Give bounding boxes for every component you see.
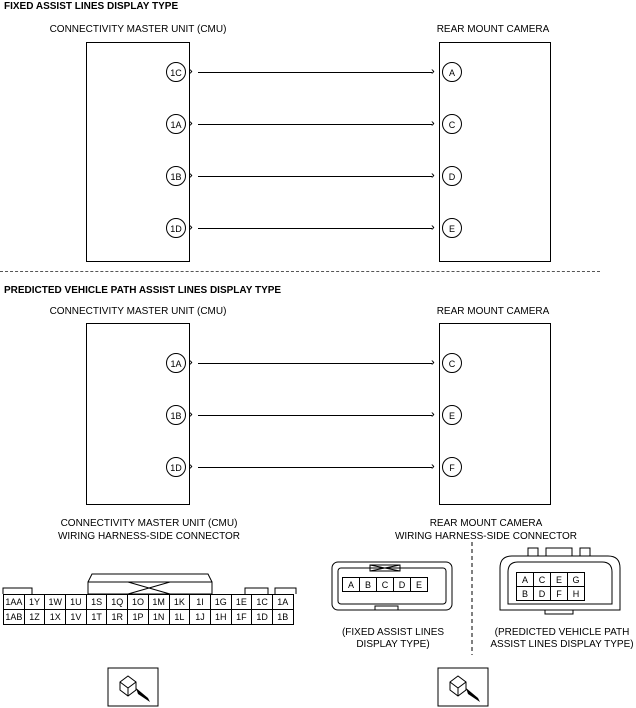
cmu-terminal: 1W	[45, 595, 66, 610]
fixed-caption-2: DISPLAY TYPE)	[356, 639, 430, 650]
connector-chevron-icon: ››	[189, 409, 190, 420]
connector-chevron-icon: ››	[189, 66, 190, 77]
connector-view-icon-right	[438, 668, 488, 706]
camera-terminal: B	[360, 578, 377, 592]
camera-pin: C	[442, 353, 462, 373]
cmu-terminal: 1AA	[4, 595, 25, 610]
cmu-terminal: 1P	[128, 610, 149, 625]
camera-terminal: A	[343, 578, 360, 592]
cmu-pin: 1A	[166, 114, 186, 134]
connector-chevron-icon: ››	[189, 357, 190, 368]
connector-chevron-icon: ››	[431, 357, 432, 368]
cmu-terminal: 1S	[86, 595, 107, 610]
cmu-terminal: 1Z	[24, 610, 45, 625]
camera-pin: D	[442, 166, 462, 186]
cmu-terminal: 1I	[190, 595, 211, 610]
cmu-terminal: 1A	[272, 595, 293, 610]
section1-cmu-label: CONNECTIVITY MASTER UNIT (CMU)	[49, 24, 227, 35]
cmu-terminal: 1H	[210, 610, 231, 625]
camera-connector-title-2: WIRING HARNESS-SIDE CONNECTOR	[394, 531, 578, 542]
section2-cmu-label: CONNECTIVITY MASTER UNIT (CMU)	[49, 306, 227, 317]
cmu-terminal: 1U	[66, 595, 87, 610]
cmu-terminal: 1O	[128, 595, 149, 610]
cmu-terminal: 1D	[252, 610, 273, 625]
camera-terminal: E	[411, 578, 428, 592]
cmu-terminal: 1M	[148, 595, 169, 610]
section1-camera-label: REAR MOUNT CAMERA	[436, 24, 550, 35]
section2-camera-label: REAR MOUNT CAMERA	[436, 306, 550, 317]
connector-view-icon-left	[108, 668, 158, 706]
camera-pin: F	[442, 457, 462, 477]
fixed-camera-pins	[342, 577, 428, 592]
cmu-terminal: 1G	[210, 595, 231, 610]
cmu-terminal: 1AB	[4, 610, 25, 625]
cmu-pin: 1B	[166, 405, 186, 425]
predicted-caption-1: (PREDICTED VEHICLE PATH	[494, 627, 630, 638]
cmu-terminal: 1J	[190, 610, 211, 625]
connector-chevron-icon: ››	[189, 222, 190, 233]
cmu-terminal: 1L	[169, 610, 190, 625]
camera-terminal: H	[568, 587, 585, 601]
section2-title: PREDICTED VEHICLE PATH ASSIST LINES DISPLAY TYPE	[4, 285, 282, 296]
connector-chevron-icon: ››	[431, 409, 432, 420]
cmu-terminal: 1B	[272, 610, 293, 625]
camera-terminal: E	[551, 573, 568, 587]
camera-terminal: D	[534, 587, 551, 601]
camera-terminal: G	[568, 573, 585, 587]
camera-terminal: B	[517, 587, 534, 601]
camera-pin: E	[442, 405, 462, 425]
cmu-terminal: 1F	[231, 610, 252, 625]
camera-terminal: C	[534, 573, 551, 587]
predicted-caption-2: ASSIST LINES DISPLAY TYPE)	[490, 639, 634, 650]
cmu-connector-title-2: WIRING HARNESS-SIDE CONNECTOR	[57, 531, 241, 542]
camera-pin: A	[442, 62, 462, 82]
cmu-pin: 1D	[166, 218, 186, 238]
connector-chevron-icon: ››	[431, 461, 432, 472]
connector-chevron-icon: ››	[431, 222, 432, 233]
connector-chevron-icon: ››	[431, 118, 432, 129]
camera-terminal: A	[517, 573, 534, 587]
cmu-terminal: 1V	[66, 610, 87, 625]
cmu-terminal: 1C	[252, 595, 273, 610]
camera-terminal: F	[551, 587, 568, 601]
connector-chevron-icon: ››	[431, 66, 432, 77]
connector-chevron-icon: ››	[189, 461, 190, 472]
connector-chevron-icon: ››	[189, 170, 190, 181]
camera-connector-title-1: REAR MOUNT CAMERA	[429, 518, 543, 529]
cmu-terminal: 1K	[169, 595, 190, 610]
cmu-connector-title-1: CONNECTIVITY MASTER UNIT (CMU)	[60, 518, 238, 529]
cmu-pin: 1D	[166, 457, 186, 477]
cmu-connector-row-2	[4, 610, 294, 625]
predicted-camera-pins	[516, 572, 585, 601]
cmu-pin: 1B	[166, 166, 186, 186]
cmu-terminal: 1N	[148, 610, 169, 625]
cmu-connector-row-1	[4, 595, 294, 610]
cmu-terminal: 1X	[45, 610, 66, 625]
cmu-terminal: 1E	[231, 595, 252, 610]
cmu-terminal: 1Y	[24, 595, 45, 610]
camera-terminal: D	[394, 578, 411, 592]
connector-chevron-icon: ››	[431, 170, 432, 181]
section1-title: FIXED ASSIST LINES DISPLAY TYPE	[4, 1, 179, 12]
cmu-terminal: 1T	[86, 610, 107, 625]
camera-pin: C	[442, 114, 462, 134]
cmu-connector-grid	[3, 594, 294, 625]
cmu-terminal: 1Q	[107, 595, 128, 610]
fixed-caption-1: (FIXED ASSIST LINES	[341, 627, 445, 638]
cmu-pin: 1A	[166, 353, 186, 373]
cmu-pin: 1C	[166, 62, 186, 82]
camera-pin: E	[442, 218, 462, 238]
connector-chevron-icon: ››	[189, 118, 190, 129]
camera-terminal: C	[377, 578, 394, 592]
cmu-terminal: 1R	[107, 610, 128, 625]
